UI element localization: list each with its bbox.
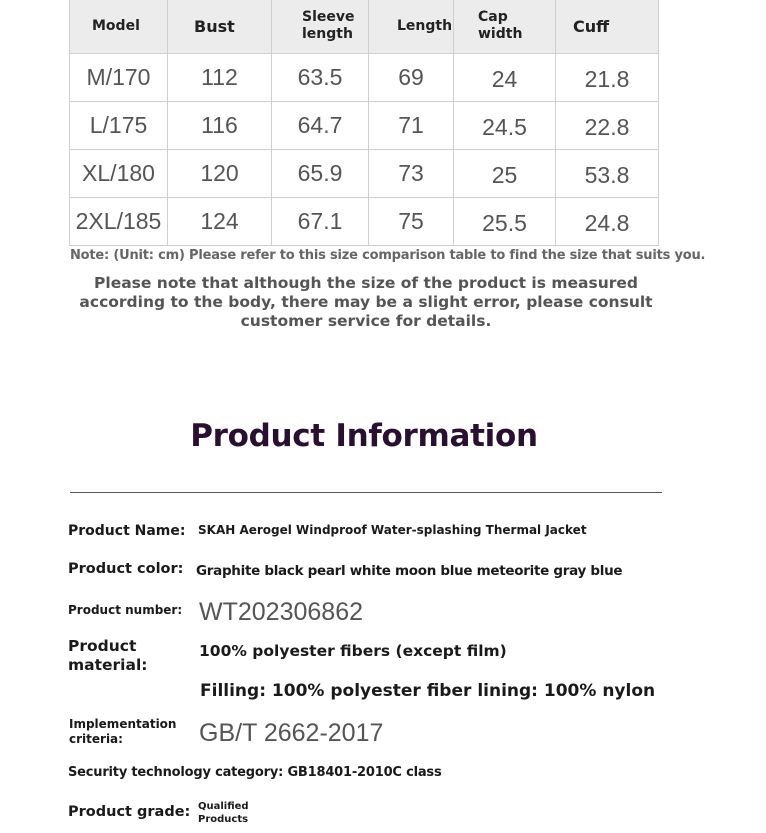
product-number-value: WT202306862 [199,598,364,626]
cell-sleeve: 65.9 [272,150,369,198]
table-row [70,102,659,150]
cell-cuff: 24.8 [556,198,659,246]
table-row [70,150,659,198]
filling-value: Filling: 100% polyester fiber lining: 100% nylon [200,681,656,701]
cell-model: L/175 [70,102,168,150]
cell-length: 75 [369,198,454,246]
cell-model: M/170 [70,54,168,102]
error-note: Please note that although the size of the product is measured according to the body, there may be a slight error, please consult customer service for details. [79,274,653,330]
cell-length: 73 [369,150,454,198]
product-material-value: 100% polyester fibers (except film) [199,642,507,660]
product-name-value: SKAH Aerogel Windproof Water-splashing Thermal Jacket [198,523,587,537]
size-table [69,0,659,246]
table-row [70,54,659,102]
table-row [70,198,659,246]
cell-bust: 116 [168,102,272,150]
header-cuff: Cuff [556,0,659,54]
cell-cuff: 22.8 [556,102,659,150]
cell-bust: 124 [168,198,272,246]
cell-bust: 112 [168,54,272,102]
product-color-label: Product color: [68,561,184,577]
criteria-label-line2: criteria: [69,732,123,746]
cell-model: 2XL/185 [70,198,168,246]
cell-length: 71 [369,102,454,150]
header-model: Model [70,0,168,54]
product-color-value: Graphite black pearl white moon blue meteorite gray blue [196,563,623,579]
cell-cap: 24.5 [454,102,556,150]
header-bust: Bust [168,0,272,54]
criteria-value: GB/T 2662-2017 [199,719,384,747]
product-grade-value-line2: Products [198,814,249,825]
product-number-label: Product number: [68,603,183,617]
product-information-title: Product Information [190,418,538,454]
security-category: Security technology category: GB18401-2010C class [68,765,442,780]
cell-model: XL/180 [70,150,168,198]
cell-length: 69 [369,54,454,102]
size-table-header-row [70,0,659,54]
product-grade-value-line1: Qualified [198,801,249,812]
cell-bust: 120 [168,150,272,198]
divider [70,492,662,493]
product-name-label: Product Name: [68,523,186,539]
criteria-label [69,717,176,747]
header-sleeve-length: Sleeve length [272,0,369,54]
header-cap-width: Cap width [454,0,556,54]
cell-sleeve: 64.7 [272,102,369,150]
cell-cap: 24 [454,54,556,102]
product-grade-value [198,800,249,826]
product-material-label-line2: material: [68,656,148,674]
cell-cap: 25 [454,150,556,198]
cell-cuff: 21.8 [556,54,659,102]
criteria-label-line1: Implementation [69,717,177,731]
cell-sleeve: 67.1 [272,198,369,246]
cell-cap: 25.5 [454,198,556,246]
header-length: Length [369,0,454,54]
product-grade-label: Product grade: [68,804,191,820]
product-material-label [68,637,147,675]
cell-sleeve: 63.5 [272,54,369,102]
product-material-label-line1: Product [68,637,137,655]
cell-cuff: 53.8 [556,150,659,198]
unit-note: Note: (Unit: cm) Please refer to this size comparison table to find the size that suits you. [70,248,706,263]
